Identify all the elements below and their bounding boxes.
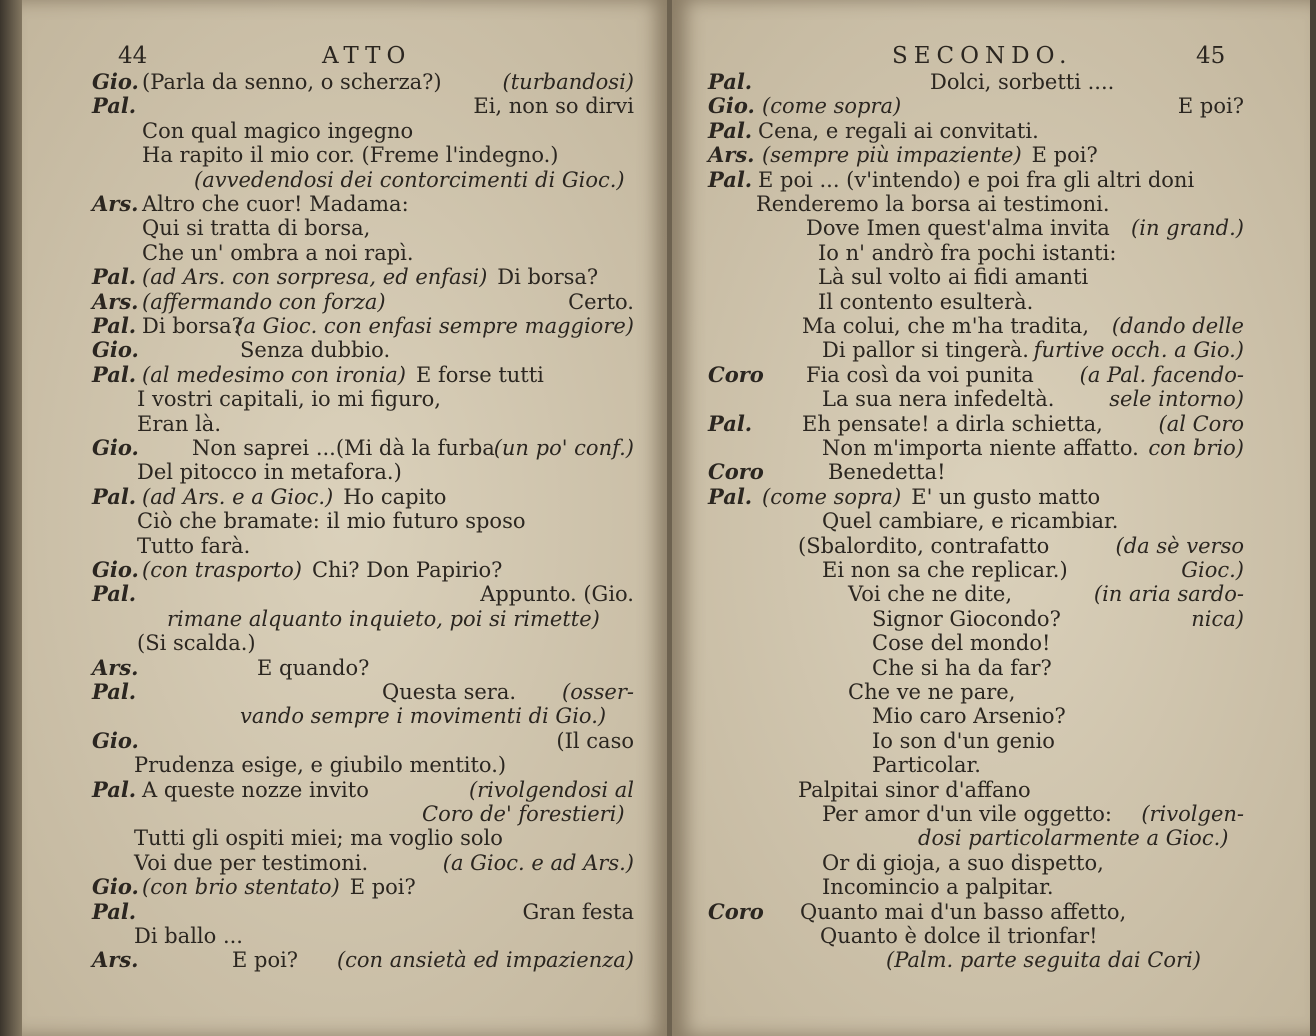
- stage-direction: (affermando con forza): [142, 290, 386, 314]
- stage-direction: (turbandosi): [502, 70, 634, 94]
- verse-text-right: Ei, non so dirvi: [473, 94, 634, 118]
- text-line: [672, 94, 1310, 118]
- verse-text: Tutti gli ospiti miei; ma voglio solo: [134, 826, 503, 850]
- verse-text: Fia così da voi punita: [806, 363, 1034, 387]
- verse-text: Questa sera.: [382, 680, 517, 704]
- verse-text: (Parla da senno, o scherza?): [142, 70, 442, 94]
- verse-text: Non m'importa niente affatto.: [822, 436, 1139, 460]
- verse-text: Del pitocco in metafora.): [137, 460, 402, 484]
- text-line: [22, 509, 670, 533]
- text-line: [672, 460, 1310, 484]
- text-line: [672, 509, 1310, 533]
- verse-text: E' un gusto matto: [911, 485, 1101, 509]
- text-line: [22, 778, 670, 802]
- verse-text: Ei non sa che replicar.): [822, 558, 1068, 582]
- stage-direction: (osser-: [562, 680, 634, 704]
- verse-text: A queste nozze invito: [142, 778, 369, 802]
- text-line: [22, 534, 670, 558]
- stage-direction: (sempre più impaziente): [762, 143, 1022, 167]
- text-line: [672, 534, 1310, 558]
- book-edge-left: [0, 0, 24, 1036]
- verse-text: Di pallor si tingerà.: [822, 338, 1029, 362]
- verse-text: Palpitai sinor d'affano: [798, 778, 1031, 802]
- verse-text: Per amor d'un vile oggetto:: [822, 802, 1113, 826]
- stage-direction: sele intorno): [1109, 387, 1244, 411]
- text-line: [22, 265, 670, 289]
- verse-text: Dolci, sorbetti ....: [930, 70, 1115, 94]
- verse-text: Incomincio a palpitar.: [822, 875, 1054, 899]
- verse-text: Ciò che bramate: il mio futuro sposo: [137, 509, 526, 533]
- verse-text: Particolar.: [872, 753, 981, 777]
- verse-text: Signor Giocondo?: [872, 607, 1061, 631]
- verse-text: Prudenza esige, e giubilo mentito.): [134, 753, 507, 777]
- text-line: [672, 168, 1310, 192]
- text-line: [22, 729, 670, 753]
- verse-text: Voi due per testimoni.: [134, 851, 369, 875]
- stage-direction: (con brio stentato): [142, 875, 340, 899]
- stage-direction: nica): [1191, 607, 1244, 631]
- verse-text-right: Certo.: [568, 290, 634, 314]
- text-line: [22, 338, 670, 362]
- left-page: [22, 0, 670, 1036]
- text-line: [672, 412, 1310, 436]
- stage-direction: (al medesimo con ironia): [142, 363, 406, 387]
- speaker-name: Gio.: [92, 337, 139, 362]
- text-line: [672, 607, 1310, 631]
- text-line: [22, 875, 670, 899]
- verse-text: Io son d'un genio: [872, 729, 1055, 753]
- text-line: [672, 119, 1310, 143]
- stage-direction: (in aria sardo-: [1093, 582, 1244, 606]
- text-line: [22, 460, 670, 484]
- text-line: [672, 704, 1310, 728]
- text-line: [22, 119, 670, 143]
- stage-direction: (un po' conf.): [493, 436, 634, 460]
- text-line: [672, 900, 1310, 924]
- text-line: [22, 802, 670, 826]
- text-line: [672, 265, 1310, 289]
- verse-text: Or di gioja, a suo dispetto,: [822, 851, 1104, 875]
- speaker-name: Gio.: [92, 557, 139, 582]
- speaker-name: Pal.: [92, 484, 137, 509]
- stage-direction: (ad Ars. e a Gioc.): [142, 485, 334, 509]
- text-line: [672, 290, 1310, 314]
- stage-direction: (Palm. parte seguita dai Cori): [886, 948, 1201, 972]
- stage-direction: Coro de' forestieri): [422, 802, 625, 826]
- text-line: [672, 680, 1310, 704]
- verse-text: Di borsa?: [497, 265, 599, 289]
- verse-text: Con qual magico ingegno: [142, 119, 414, 143]
- verse-text: E forse tutti: [416, 363, 544, 387]
- stage-direction: (al Coro: [1158, 412, 1244, 436]
- text-line: [22, 851, 670, 875]
- speaker-name: Pal.: [708, 411, 753, 436]
- verse-text-right: Appunto. (Gio.: [480, 582, 634, 606]
- stage-direction: (da sè verso: [1115, 534, 1244, 558]
- speaker-name: Gio.: [92, 69, 139, 94]
- verse-text: Cena, e regali ai convitati.: [758, 119, 1039, 143]
- text-line: [22, 363, 670, 387]
- verse-text-right: E poi?: [1177, 94, 1244, 118]
- text-line: [22, 241, 670, 265]
- speaker-name: Pal.: [708, 167, 753, 192]
- verse-text: Quanto mai d'un basso affetto,: [800, 900, 1127, 924]
- verse-text: Là sul volto ai fidi amanti: [818, 265, 1089, 289]
- text-line: [672, 851, 1310, 875]
- text-line: [22, 314, 670, 338]
- running-head-left: ATTO: [322, 43, 412, 69]
- speaker-name: Coro: [708, 362, 764, 387]
- speaker-name: Pal.: [708, 118, 753, 143]
- stage-direction: (con trasporto): [142, 558, 302, 582]
- text-line: [22, 900, 670, 924]
- verse-text: Eran là.: [137, 412, 221, 436]
- page-number-right: 45: [1196, 43, 1226, 69]
- verse-text-right: Gran festa: [522, 900, 634, 924]
- text-line: [672, 631, 1310, 655]
- speaker-name: Ars.: [92, 655, 139, 680]
- stage-direction: dosi particolarmente a Gioc.): [918, 826, 1229, 850]
- verse-text: Io n' andrò fra pochi istanti:: [818, 241, 1117, 265]
- text-line: [22, 826, 670, 850]
- text-line: [22, 412, 670, 436]
- running-head-right: SECONDO.: [892, 43, 1073, 69]
- verse-text: Che un' ombra a noi rapì.: [142, 241, 414, 265]
- verse-text: Che si ha da far?: [872, 656, 1052, 680]
- speaker-name: Pal.: [92, 899, 137, 924]
- text-line: [672, 338, 1310, 362]
- speaker-name: Pal.: [92, 93, 137, 118]
- stage-direction: furtive occh. a Gio.): [1033, 338, 1244, 362]
- verse-text: Eh pensate! a dirla schietta,: [802, 412, 1103, 436]
- text-line: [672, 485, 1310, 509]
- verse-text: I vostri capitali, io mi figuro,: [137, 387, 441, 411]
- text-line: [672, 363, 1310, 387]
- speaker-name: Ars.: [92, 289, 139, 314]
- speaker-name: Gio.: [708, 93, 755, 118]
- verse-text: Quanto è dolce il trionfar!: [820, 924, 1098, 948]
- verse-text: Voi che ne dite,: [848, 582, 1012, 606]
- stage-direction: vando sempre i movimenti di Gio.): [240, 704, 607, 728]
- text-line: [22, 216, 670, 240]
- stage-direction: (a Gioc. con enfasi sempre maggiore): [235, 314, 634, 338]
- speaker-name: Pal.: [92, 679, 137, 704]
- stage-direction: (come sopra): [762, 485, 902, 509]
- text-line: [672, 143, 1310, 167]
- text-line: [672, 436, 1310, 460]
- text-line: [22, 656, 670, 680]
- speaker-name: Ars.: [92, 191, 139, 216]
- text-line: [672, 948, 1310, 972]
- stage-direction: (in grand.): [1131, 216, 1244, 240]
- text-line: [22, 558, 670, 582]
- verse-text: (Sbalordito, contrafatto: [798, 534, 1050, 558]
- text-line: [22, 94, 670, 118]
- verse-text: Il contento esulterà.: [818, 290, 1034, 314]
- verse-text: E poi?: [1031, 143, 1098, 167]
- verse-text: E quando?: [257, 656, 370, 680]
- stage-direction: (ad Ars. con sorpresa, ed enfasi): [142, 265, 488, 289]
- verse-text: Senza dubbio.: [240, 338, 391, 362]
- speaker-name: Pal.: [92, 581, 137, 606]
- speaker-name: Ars.: [92, 947, 139, 972]
- text-line: [672, 826, 1310, 850]
- text-line: [672, 924, 1310, 948]
- speaker-name: Pal.: [92, 362, 137, 387]
- verse-text: Non saprei ...(Mi dà la furba: [192, 436, 495, 460]
- stage-direction: con brio): [1148, 436, 1244, 460]
- text-line: [672, 70, 1310, 94]
- text-line: [22, 924, 670, 948]
- speaker-name: Pal.: [708, 69, 753, 94]
- text-line: [22, 680, 670, 704]
- speaker-name: Pal.: [92, 777, 137, 802]
- verse-text: Ha rapito il mio cor. (Freme l'indegno.): [142, 143, 559, 167]
- verse-text: Ma colui, che m'ha tradita,: [802, 314, 1089, 338]
- text-line: [22, 143, 670, 167]
- stage-direction: (a Pal. facendo-: [1079, 363, 1244, 387]
- speaker-name: Gio.: [92, 874, 139, 899]
- verse-text: Qui si tratta di borsa,: [142, 216, 371, 240]
- text-line: [672, 387, 1310, 411]
- verse-text: Benedetta!: [828, 460, 946, 484]
- text-line: [672, 582, 1310, 606]
- verse-text: E poi?: [232, 948, 299, 972]
- text-line: [672, 729, 1310, 753]
- text-line: [672, 778, 1310, 802]
- verse-text: Ho capito: [343, 485, 447, 509]
- text-line: [672, 241, 1310, 265]
- text-line: [22, 290, 670, 314]
- speaker-name: Ars.: [708, 142, 755, 167]
- text-line: [672, 875, 1310, 899]
- stage-direction: (rivolgen-: [1141, 802, 1244, 826]
- stage-direction: (dando delle: [1111, 314, 1244, 338]
- text-line: [22, 607, 670, 631]
- verse-text: La sua nera infedeltà.: [822, 387, 1055, 411]
- verse-text: Chi? Don Papirio?: [311, 558, 503, 582]
- text-line: [22, 948, 670, 972]
- verse-text: Cose del mondo!: [872, 631, 1051, 655]
- stage-direction: (a Gioc. e ad Ars.): [442, 851, 634, 875]
- text-line: [22, 436, 670, 460]
- speaker-name: Coro: [708, 459, 764, 484]
- text-line: [672, 314, 1310, 338]
- verse-text: Mio caro Arsenio?: [872, 704, 1066, 728]
- text-line: [672, 802, 1310, 826]
- speaker-name: Gio.: [92, 728, 139, 753]
- text-line: [22, 192, 670, 216]
- verse-text: Dove Imen quest'alma invita: [806, 216, 1110, 240]
- verse-text: Che ve ne pare,: [848, 680, 1016, 704]
- text-line: [22, 387, 670, 411]
- verse-text: Altro che cuor! Madama:: [142, 192, 409, 216]
- speaker-name: Pal.: [92, 264, 137, 289]
- verse-text: E poi?: [349, 875, 416, 899]
- page-number-left: 44: [118, 43, 148, 69]
- speaker-name: Pal.: [708, 484, 753, 509]
- text-line: [22, 582, 670, 606]
- stage-direction: (con ansietà ed impazienza): [336, 948, 634, 972]
- right-page: [672, 0, 1310, 1036]
- text-line: [672, 753, 1310, 777]
- text-line: [672, 558, 1310, 582]
- verse-text: Quel cambiare, e ricambiar.: [822, 509, 1119, 533]
- stage-direction: Gioc.): [1181, 558, 1244, 582]
- text-line: [672, 216, 1310, 240]
- text-line: [672, 656, 1310, 680]
- text-line: [22, 631, 670, 655]
- text-line: [22, 753, 670, 777]
- stage-direction: (come sopra): [762, 94, 902, 118]
- verse-text: Di borsa?: [142, 314, 243, 338]
- text-line: [22, 485, 670, 509]
- speaker-name: Coro: [708, 899, 764, 924]
- verse-text: Renderemo la borsa ai testimoni.: [756, 192, 1110, 216]
- verse-text: (Si scalda.): [137, 631, 256, 655]
- verse-text: Di ballo ...: [134, 924, 243, 948]
- speaker-name: Pal.: [92, 313, 137, 338]
- text-line: [22, 704, 670, 728]
- speaker-name: Gio.: [92, 435, 139, 460]
- verse-text: Tutto farà.: [137, 534, 251, 558]
- text-line: [22, 70, 670, 94]
- stage-direction: (rivolgendosi al: [468, 778, 634, 802]
- verse-text-right: (Il caso: [556, 729, 634, 753]
- text-line: [672, 192, 1310, 216]
- text-line: [22, 168, 670, 192]
- stage-direction: rimane alquanto inquieto, poi si rimette): [167, 607, 600, 631]
- stage-direction: (avvedendosi dei contorcimenti di Gioc.): [194, 168, 625, 192]
- verse-text: E poi ... (v'intendo) e poi fra gli altri doni: [758, 168, 1195, 192]
